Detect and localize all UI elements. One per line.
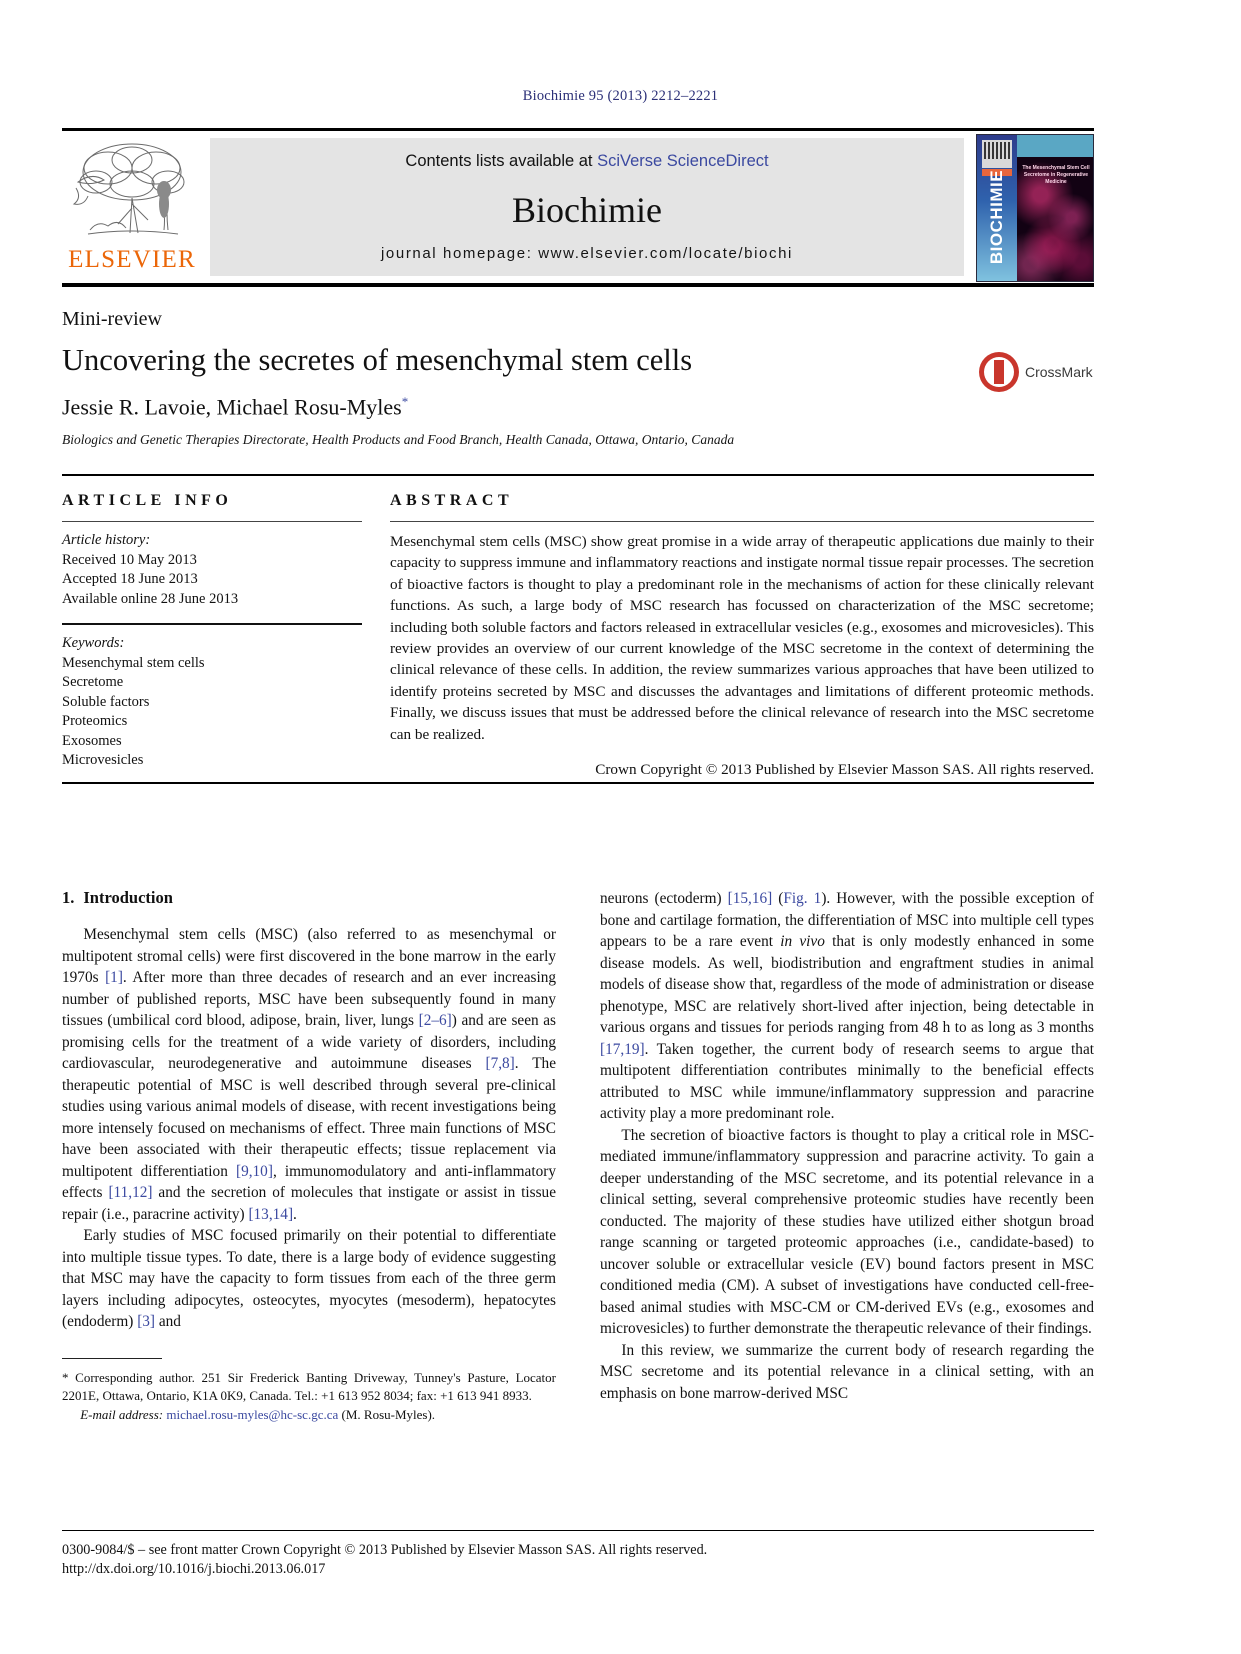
- crossmark-label: CrossMark: [1025, 364, 1093, 380]
- email-suffix: (M. Rosu-Myles).: [341, 1406, 436, 1422]
- paragraph-text: . The therapeutic potential of MSC is well described through several pre-clinical studies using various animal models of disease, with recent investigations being more intensely focused on mechanisms of effect. Three main functions of MSC have been associated with their therapeutic effects; tissue replacement via multipotent differentiation: [62, 1055, 556, 1180]
- keyword-item: Soluble factors: [62, 693, 150, 710]
- page-footer: [62, 1530, 1094, 1579]
- footnote-email-line: [62, 1406, 556, 1424]
- contents-available-line: [210, 152, 964, 171]
- sciencedirect-link[interactable]: SciVerse ScienceDirect: [597, 152, 769, 170]
- doi-link[interactable]: http://dx.doi.org/10.1016/j.biochi.2013.06.017: [62, 1561, 326, 1577]
- body-paragraph: [600, 1125, 1094, 1340]
- elsevier-wordmark: ELSEVIER: [68, 246, 196, 273]
- crossmark-badge[interactable]: [979, 352, 1109, 396]
- author-names: Jessie R. Lavoie, Michael Rosu-Myles: [62, 394, 402, 420]
- article-history-list: [62, 551, 362, 610]
- article-info-column: [62, 492, 362, 771]
- corresponding-author-footnote: [62, 1358, 556, 1424]
- article-history-item: Available online 28 June 2013: [62, 590, 239, 607]
- body-paragraph: [600, 888, 1094, 1125]
- citation-link[interactable]: [11,12]: [108, 1184, 153, 1201]
- keywords-list: [62, 654, 362, 771]
- body-paragraph: [62, 1225, 556, 1333]
- keyword-item: Proteomics: [62, 713, 128, 729]
- article-info-rule: [62, 521, 362, 522]
- paragraph-text: The secretion of bioactive factors is thought to play a critical role in MSC-mediated immune/inflammatory suppression and paracrine activity. To gain a deeper understanding of the MSC secretome, and its potential relevance in a clinical setting, several comprehensive proteomic studies have recently been conducted. The majority of these studies have utilized either shotgun broad range scanning or targeted proteomic approaches (i.e., candidate-based) to uncover soluble or extracellular vesicle (EV) bound factors present in MSC conditioned media (CM). A subset of investigations have conducted cell-free-based animal studies with MSC-CM or CM-derived EVs (e.g., exosomes and microvesicles) to further demonstrate the therapeutic relevance of their findings.: [600, 1126, 1094, 1337]
- citation-link[interactable]: Fig. 1: [783, 890, 822, 907]
- corresponding-author-marker: *: [401, 394, 409, 409]
- cover-issue-title: The Mesenchymal Stem Cell Secretome in Regenerative Medicine: [1022, 165, 1090, 185]
- keywords-rule: [62, 623, 362, 625]
- keyword-item: Microvesicles: [62, 752, 144, 768]
- article-type: Mini-review: [62, 308, 162, 330]
- abstract-column: [390, 492, 1094, 779]
- email-link[interactable]: michael.rosu-myles@hc-sc.gc.ca: [166, 1406, 339, 1422]
- paragraph-text: In this review, we summarize the current body of research regarding the MSC secretome and its potential relevance in a clinical setting, with an emphasis on bone marrow-derived MSC: [600, 1341, 1094, 1402]
- title-bottom-rule: [62, 474, 1094, 476]
- elsevier-logo[interactable]: [62, 136, 202, 281]
- keywords-label: Keywords:: [62, 635, 125, 651]
- body-paragraph: [62, 924, 556, 1225]
- paragraph-text: , immunomodulatory and anti-inflammatory effects: [62, 1162, 556, 1201]
- citation-link[interactable]: [7,8]: [485, 1055, 515, 1072]
- article-history-item: Received 10 May 2013: [62, 551, 197, 568]
- keyword-item: Secretome: [62, 674, 124, 690]
- article-history-label: Article history:: [62, 532, 151, 548]
- citation-link[interactable]: [17,19]: [600, 1040, 645, 1058]
- elsevier-tree-icon: [68, 138, 196, 244]
- crossmark-icon: [979, 352, 1019, 392]
- paragraph-text: ) and are seen as promising cells for the treatment of a wide variety of disorders, including cardiovascular, neurodegenerative and autoimmune diseases: [62, 1012, 556, 1072]
- paragraph-text: . After more than three decades of research and an ever increasing number of published reports, MSC have been subsequently found in many tissues (umbilical cord blood, adipose, brain, liver, lungs: [62, 969, 557, 1029]
- citation-link[interactable]: [1]: [105, 969, 123, 986]
- article-info-heading: ARTICLE INFO: [62, 492, 233, 509]
- affiliation: Biologics and Genetic Therapies Directorate, Health Products and Food Branch, Health Canada, Ottawa, Ontario, Canada: [62, 432, 735, 447]
- italic-term: in vivo: [780, 933, 825, 950]
- citation-link[interactable]: [2–6]: [418, 1012, 452, 1029]
- body-paragraph: [600, 1340, 1094, 1405]
- footnote-text: * Corresponding author. 251 Sir Frederick Banting Driveway, Tunney's Pasture, Locator 2201E, Ottawa, Ontario, K1A 0K9, Canada. Tel.: +1 613 952 8034; fax: +1 613 941 8933.: [62, 1370, 556, 1404]
- body-column-left: [62, 888, 556, 1333]
- abstract-bottom-rule: [62, 782, 1094, 784]
- contents-prefix: Contents lists available at: [405, 152, 598, 170]
- paragraph-text: neurons (ectoderm): [600, 890, 728, 907]
- citation-link[interactable]: [15,16]: [727, 890, 773, 907]
- abstract-rule: [390, 521, 1094, 522]
- issn-copyright-line: 0300-9084/$ – see front matter Crown Copyright © 2013 Published by Elsevier Masson SAS. All rights reserved.: [62, 1542, 708, 1558]
- section-heading-introduction: [62, 888, 556, 908]
- crossmark-icon-bar: [994, 360, 1004, 384]
- citation-link[interactable]: [13,14]: [248, 1205, 294, 1223]
- cover-spine-title: BIOCHIMIE: [987, 169, 1006, 265]
- paragraph-text: (: [772, 890, 784, 907]
- keyword-item: Exosomes: [62, 732, 122, 749]
- citation-link[interactable]: [3]: [137, 1313, 156, 1330]
- footer-rule: [62, 1530, 1094, 1531]
- abstract-text: Mesenchymal stem cells (MSC) show great promise in a wide array of therapeutic applications due mainly to their capacity to suppress immune and inflammatory reactions and instigate normal tissue repair processes. The secretion of bioactive factors is thought to play a predominant role in the mechanisms of action for these clinically relevant functions. As such, a large body of MSC research has focussed on characterization of the MSC secretome; including both soluble factors and factors released in extracellular vesicles (e.g., exosomes and microvesicles). This review provides an overview of our current knowledge of the MSC secretome in the context of determining the clinical relevance of these cells. In addition, the review summarizes various approaches that have been utilized to identify proteins secreted by MSC and discusses the advantages and limitations of different proteomic methods. Finally, we discuss issues that must be addressed before the clinical relevance of research into the MSC secretome can be realized.: [390, 533, 1094, 743]
- page-title: Uncovering the secretes of mesenchymal stem cells: [62, 343, 693, 377]
- paragraph-text: .: [293, 1205, 297, 1223]
- masthead-bottom-rule: [62, 283, 1094, 287]
- running-head: Biochimie 95 (2013) 2212–2221: [522, 88, 719, 104]
- journal-title: Biochimie: [512, 190, 662, 230]
- article-history-item: Accepted 18 June 2013: [62, 571, 198, 587]
- journal-banner: [210, 138, 964, 276]
- author-list: [62, 394, 408, 420]
- abstract-copyright: Crown Copyright © 2013 Published by Elsevier Masson SAS. All rights reserved.: [595, 761, 1094, 779]
- footnote-rule: [62, 1358, 162, 1359]
- citation-link[interactable]: [9,10]: [235, 1162, 273, 1180]
- paragraph-text: . Taken together, the current body of research seems to argue that multipotent differentiation contributes minimally to the beneficial effects attributed to MSC while immune/inflammatory suppression and paracrine activity play a more predominant role.: [600, 1040, 1094, 1122]
- right-paragraphs: [600, 888, 1094, 1404]
- journal-cover-thumbnail[interactable]: [976, 134, 1094, 282]
- info-abstract-block: [62, 492, 1094, 782]
- masthead-top-rule: [62, 128, 1094, 131]
- journal-masthead: [62, 128, 1094, 286]
- paragraph-text: and: [155, 1313, 181, 1330]
- paragraph-text: that is only modestly enhanced in some disease models. As well, biodistribution and engraftment studies in animal models of disease show that, regardless of the mode of administration or disease phenotype, MSC are relatively short-lived after injection, being detectable in various organs and tissues for periods ranging from 48 h to as long as 3 months: [600, 933, 1094, 1036]
- cover-top-band: [1017, 135, 1094, 157]
- left-paragraphs: [62, 924, 556, 1333]
- abstract-heading: ABSTRACT: [390, 492, 514, 509]
- section-title: Introduction: [83, 888, 173, 907]
- paragraph-text: ). However, with the possible exception of bone and cartilage formation, the differentiation of MSC into multiple cell types appears to be a rare event: [600, 890, 1095, 950]
- body-column-right: [600, 888, 1094, 1404]
- paragraph-text: Mesenchymal stem cells (MSC) (also referred to as mesenchymal or multipotent stromal cells) were first discovered in the bone marrow in the early 1970s: [62, 926, 556, 986]
- paragraph-text: Early studies of MSC focused primarily on their potential to differentiate into multiple tissue types. To date, there is a large body of evidence suggesting that MSC may have the capacity to form tissues from each of the three germ layers including adipocytes, osteocytes, myocytes (mesoderm), hepatocytes (endoderm): [62, 1227, 556, 1330]
- email-label: E-mail address:: [80, 1406, 164, 1422]
- keyword-item: Mesenchymal stem cells: [62, 654, 205, 671]
- paragraph-text: and the secretion of molecules that instigate or assist in tissue repair (i.e., paracrine activity): [62, 1184, 556, 1223]
- section-number: 1.: [62, 888, 75, 907]
- journal-homepage-link[interactable]: journal homepage: www.elsevier.com/locate/biochi: [381, 245, 793, 262]
